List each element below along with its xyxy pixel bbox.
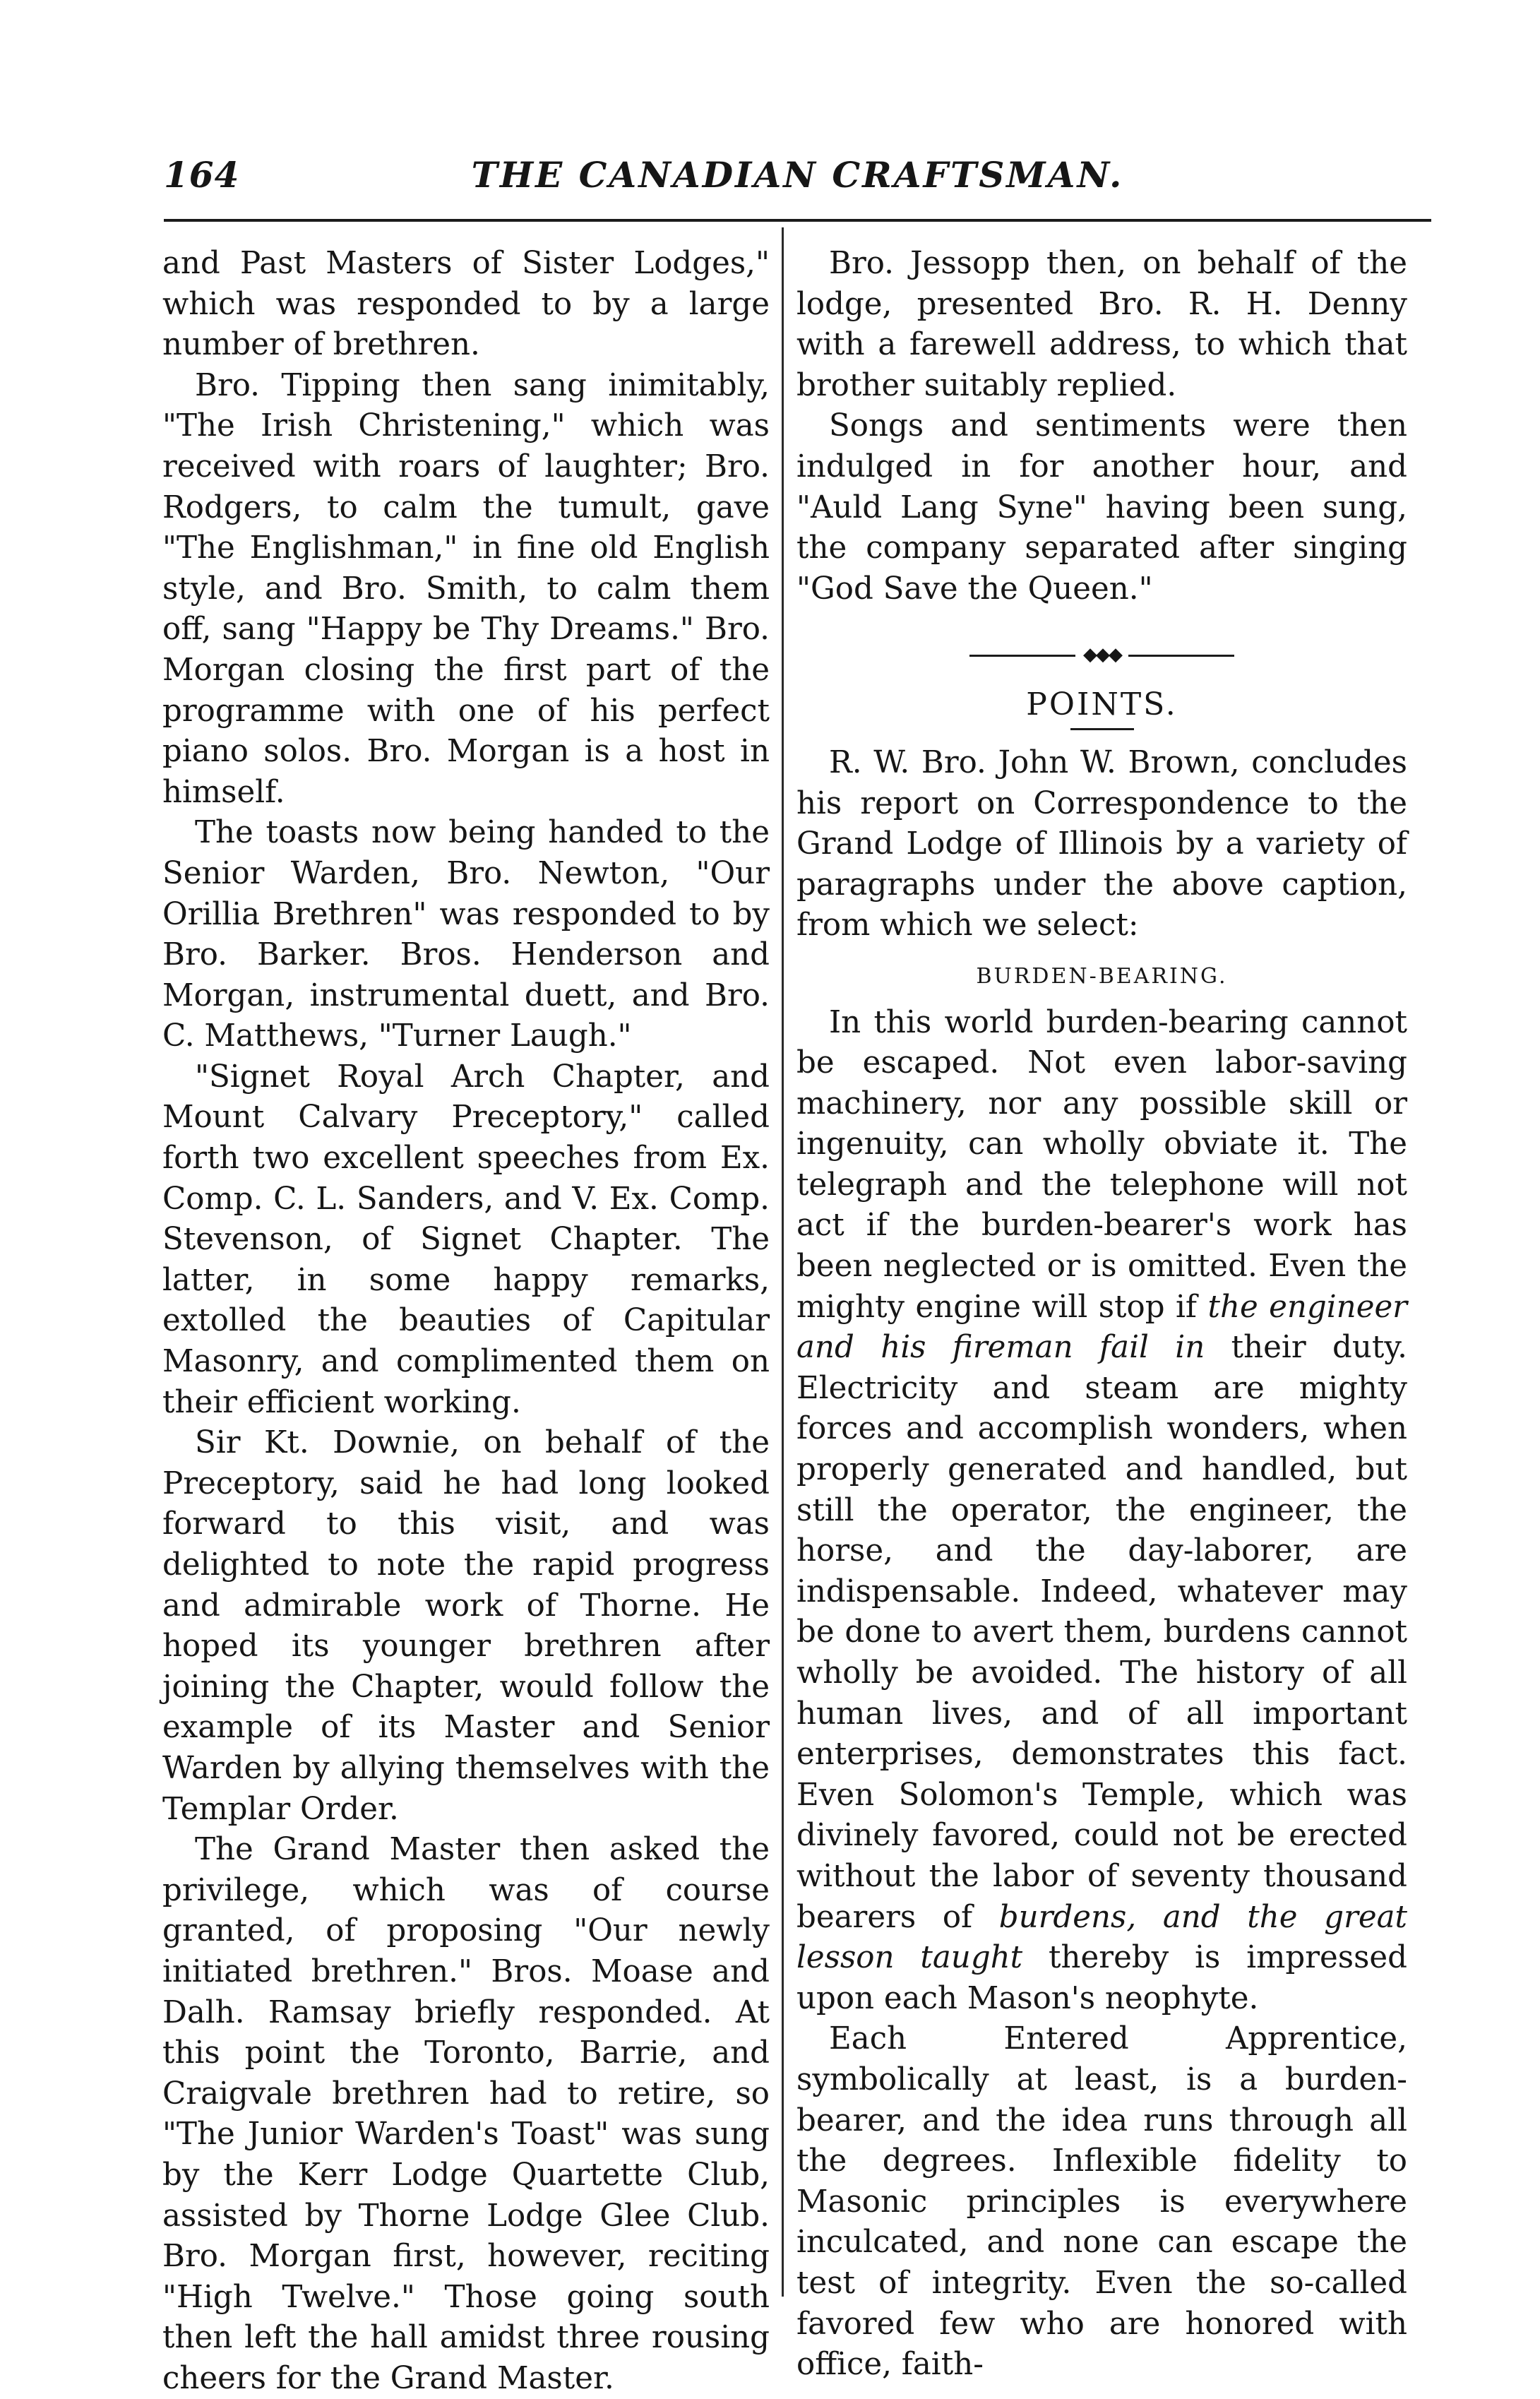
text-run: their duty. Electricity and steam are mighty forces and accomplish wonders, when properly generated and handled, but still the operator, the engineer, the horse, and the day-laborer, are indispensable. Indeed, whatever may be done to avert them, burdens cannot wholly be avoided. The history of all human lives, and of all important enterprises, demonstrates this fact. Even Solomon's Temple, which was divinely favored, could not be erected without the labor of seventy thousand bearers of (796, 1330, 1407, 1935)
italic-text: burdens, and the great lesson taught (796, 1899, 1407, 1976)
paragraph: The Grand Master then asked the privilege, which was of course granted, of proposing "Our newly initiated brethren." Bros. Moase and Dalh. Ramsay briefly responded. At this point the Toronto, Barrie, and Craigvale brethren had to retire, so "The Junior Warden's Toast" was sung by the Kerr Lodge Quartette Club, assisted by Thorne Lodge Glee Club. Bro. Morgan first, however, reciting "High Twelve." Those going south then left the hall amidst three rousing cheers for the Grand Master. (162, 1832, 770, 2396)
ornament-diamonds-icon: ◆◆◆ (1083, 644, 1121, 666)
paragraph: Each Entered Apprentice, symbolically at least, is a burden-bearer, and the idea runs through all the degrees. Inflexible fidelity to Masonic principles is everywhere inculcated, and none can escape the test of integrity. Even the so-called favored few who are honored with office, faith- (796, 2021, 1407, 2383)
page-header (164, 154, 1431, 210)
left-column (162, 244, 770, 2399)
section-ornament (796, 635, 1407, 677)
italic-text: the engineer and his fireman fail in (796, 1289, 1407, 1366)
heading-rule (1070, 728, 1134, 730)
paragraph: Bro. Jessopp then, on behalf of the lodge, presented Bro. R. H. Denny with a farewell address, to which that brother suitably replied. (796, 246, 1407, 403)
right-column (796, 244, 1407, 2386)
paragraph (796, 1003, 1407, 2020)
running-title: THE CANADIAN CRAFTSMAN. (471, 154, 1124, 196)
page-number: 164 (164, 154, 240, 196)
paragraph: "Signet Royal Arch Chapter, and Mount Calvary Preceptory," called forth two excellent speeches from Ex. Comp. C. L. Sanders, and V. Ex. Comp. Stevenson, of Signet Chapter. The latter, in some happy remarks, extolled the beauties of Capitular Masonry, and complimented them on their efficient working. (162, 1059, 770, 1420)
paragraph: Sir Kt. Downie, on behalf of the Preceptory, said he had long looked forward to this visit, and was delighted to note the rapid progress and admirable work of Thorne. He hoped its younger brethren after joining the Chapter, would follow the example of its Master and Senior Warden by allying themselves with the Templar Order. (162, 1425, 770, 1827)
text-run: In this world burden-bearing cannot be escaped. Not even labor-saving machinery, nor any possible skill or ingenuity, can wholly obviate it. The telegraph and the telephone will not act if the burden-bearer's work has been neglected or is omitted. Even the mighty engine will stop if (796, 1004, 1407, 1325)
paragraph: Bro. Tipping then sang inimitably, "The Irish Christening," which was received with roars of laughter; Bro. Rodgers, to calm the tumult, gave "The Englishman," in fine old English style, and Bro. Smith, to calm them off, sang "Happy be Thy Dreams." Bro. Morgan closing the first part of the programme with one of his perfect piano solos. Bro. Morgan is a host in himself. (162, 367, 770, 810)
section-heading: POINTS. (1026, 686, 1178, 723)
header-rule (164, 219, 1431, 222)
paragraph: Songs and sentiments were then indulged in for another hour, and "Auld Lang Syne" having been sung, the company separated after singing "God Save the Queen." (796, 408, 1407, 607)
paragraph: and Past Masters of Sister Lodges," which was responded to by a large number of brethren. (162, 246, 770, 363)
intro-paragraph: R. W. Bro. John W. Brown, concludes his report on Correspondence to the Grand Lodge of Illinois by a variety of paragraphs under the above caption, from which we select: (796, 744, 1407, 943)
sub-heading: BURDEN-BEARING. (976, 963, 1228, 989)
column-divider (782, 227, 784, 2297)
ornament-rule-right (1128, 655, 1234, 657)
text-run: thereby is impressed upon each Mason's neophyte. (796, 1940, 1407, 2016)
paragraph: The toasts now being handed to the Senior Warden, Bro. Newton, "Our Orillia Brethren" was responded to by Bro. Barker. Bros. Henderson and Morgan, instrumental duett, and Bro. C. Matthews, "Turner Laugh." (162, 815, 770, 1054)
ornament-rule-left (969, 655, 1075, 657)
